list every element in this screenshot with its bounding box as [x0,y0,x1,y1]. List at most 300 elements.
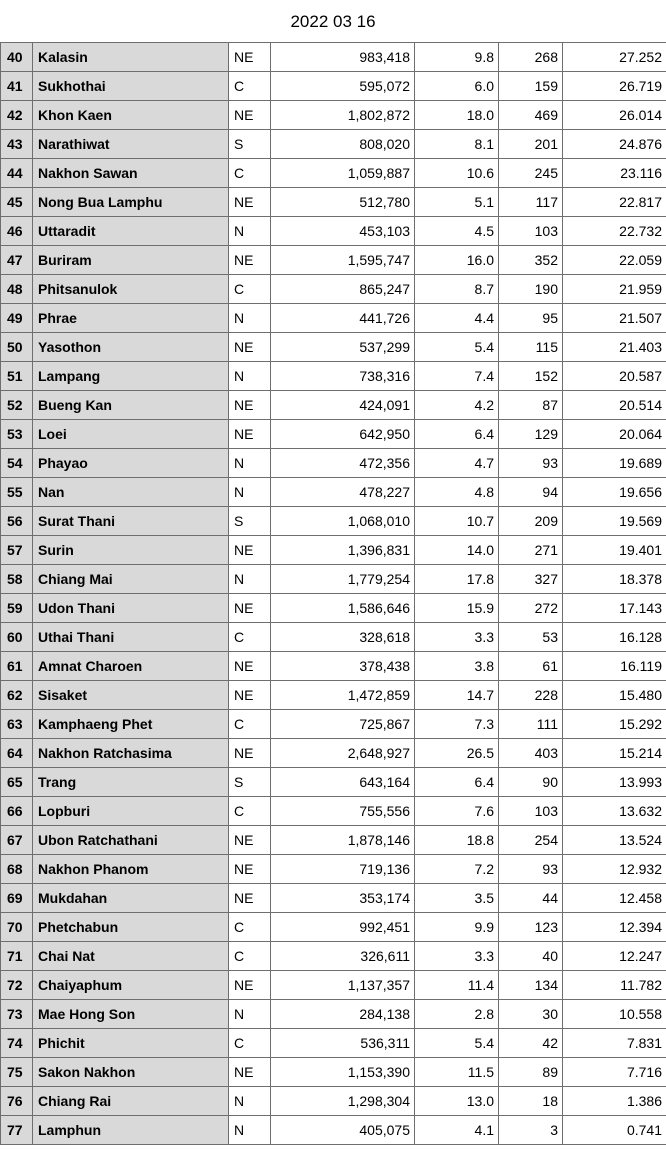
population-cell: 755,556 [271,797,415,826]
population-cell: 1,396,831 [271,536,415,565]
cases-cell: 61 [499,652,563,681]
region-cell: NE [229,739,271,768]
rank-cell: 49 [1,304,33,333]
province-cell: Chai Nat [33,942,229,971]
population-cell: 478,227 [271,478,415,507]
ratio-cell: 4.7 [415,449,499,478]
ratio-cell: 18.8 [415,826,499,855]
rate-cell: 13.524 [563,826,666,855]
cases-cell: 115 [499,333,563,362]
rank-cell: 47 [1,246,33,275]
region-cell: N [229,1000,271,1029]
rank-cell: 56 [1,507,33,536]
table-row [1,159,666,188]
table-row [1,1116,666,1145]
cases-cell: 44 [499,884,563,913]
rate-cell: 19.689 [563,449,666,478]
ratio-cell: 6.4 [415,420,499,449]
cases-cell: 271 [499,536,563,565]
rate-cell: 7.716 [563,1058,666,1087]
rank-cell: 45 [1,188,33,217]
region-cell: N [229,1087,271,1116]
table-row [1,565,666,594]
province-cell: Ubon Ratchathani [33,826,229,855]
province-cell: Khon Kaen [33,101,229,130]
population-cell: 1,802,872 [271,101,415,130]
province-table [0,42,666,1145]
province-cell: Chaiyaphum [33,971,229,1000]
ratio-cell: 7.6 [415,797,499,826]
region-cell: NE [229,971,271,1000]
table-row [1,855,666,884]
ratio-cell: 15.9 [415,594,499,623]
population-cell: 1,153,390 [271,1058,415,1087]
cases-cell: 123 [499,913,563,942]
rate-cell: 23.116 [563,159,666,188]
province-cell: Lopburi [33,797,229,826]
province-cell: Loei [33,420,229,449]
population-cell: 2,648,927 [271,739,415,768]
ratio-cell: 16.0 [415,246,499,275]
province-cell: Kalasin [33,43,229,72]
table-row [1,826,666,855]
table-row [1,623,666,652]
province-cell: Lamphun [33,1116,229,1145]
rate-cell: 26.719 [563,72,666,101]
cases-cell: 403 [499,739,563,768]
rate-cell: 1.386 [563,1087,666,1116]
province-cell: Phayao [33,449,229,478]
table-row [1,420,666,449]
rate-cell: 21.959 [563,275,666,304]
population-cell: 983,418 [271,43,415,72]
ratio-cell: 17.8 [415,565,499,594]
province-cell: Chiang Mai [33,565,229,594]
table-row [1,1087,666,1116]
cases-cell: 111 [499,710,563,739]
rank-cell: 72 [1,971,33,1000]
region-cell: NE [229,246,271,275]
rate-cell: 27.252 [563,43,666,72]
province-cell: Lampang [33,362,229,391]
rank-cell: 57 [1,536,33,565]
rank-cell: 40 [1,43,33,72]
region-cell: N [229,478,271,507]
region-cell: NE [229,884,271,913]
ratio-cell: 3.3 [415,623,499,652]
population-cell: 1,472,859 [271,681,415,710]
ratio-cell: 14.0 [415,536,499,565]
cases-cell: 159 [499,72,563,101]
province-cell: Surin [33,536,229,565]
rank-cell: 48 [1,275,33,304]
cases-cell: 352 [499,246,563,275]
rank-cell: 70 [1,913,33,942]
rank-cell: 53 [1,420,33,449]
rate-cell: 19.401 [563,536,666,565]
province-cell: Yasothon [33,333,229,362]
rank-cell: 42 [1,101,33,130]
population-cell: 378,438 [271,652,415,681]
region-cell: N [229,217,271,246]
region-cell: NE [229,826,271,855]
rate-cell: 15.480 [563,681,666,710]
region-cell: C [229,159,271,188]
rank-cell: 74 [1,1029,33,1058]
population-cell: 326,611 [271,942,415,971]
rate-cell: 7.831 [563,1029,666,1058]
population-cell: 1,878,146 [271,826,415,855]
population-cell: 725,867 [271,710,415,739]
ratio-cell: 7.4 [415,362,499,391]
province-cell: Trang [33,768,229,797]
table-row [1,217,666,246]
rate-cell: 17.143 [563,594,666,623]
table-row [1,449,666,478]
region-cell: N [229,1116,271,1145]
table-row [1,1029,666,1058]
province-cell: Narathiwat [33,130,229,159]
table-row [1,942,666,971]
region-cell: NE [229,536,271,565]
province-cell: Mukdahan [33,884,229,913]
population-cell: 595,072 [271,72,415,101]
rate-cell: 16.119 [563,652,666,681]
rank-cell: 60 [1,623,33,652]
rank-cell: 55 [1,478,33,507]
rank-cell: 65 [1,768,33,797]
table-row [1,188,666,217]
region-cell: N [229,362,271,391]
table-row [1,739,666,768]
rank-cell: 63 [1,710,33,739]
cases-cell: 18 [499,1087,563,1116]
rank-cell: 77 [1,1116,33,1145]
population-cell: 472,356 [271,449,415,478]
rank-cell: 46 [1,217,33,246]
region-cell: N [229,565,271,594]
province-cell: Buriram [33,246,229,275]
table-row [1,130,666,159]
rate-cell: 26.014 [563,101,666,130]
table-row [1,1000,666,1029]
region-cell: S [229,507,271,536]
rate-cell: 13.632 [563,797,666,826]
cases-cell: 152 [499,362,563,391]
table-row [1,101,666,130]
region-cell: NE [229,652,271,681]
ratio-cell: 7.2 [415,855,499,884]
region-cell: N [229,449,271,478]
ratio-cell: 9.9 [415,913,499,942]
table-row [1,971,666,1000]
cases-cell: 469 [499,101,563,130]
cases-cell: 90 [499,768,563,797]
ratio-cell: 5.4 [415,1029,499,1058]
region-cell: NE [229,594,271,623]
table-row [1,478,666,507]
population-cell: 992,451 [271,913,415,942]
province-cell: Phichit [33,1029,229,1058]
province-cell: Mae Hong Son [33,1000,229,1029]
table-row [1,768,666,797]
population-cell: 512,780 [271,188,415,217]
region-cell: NE [229,1058,271,1087]
table-body [1,43,666,1145]
rank-cell: 54 [1,449,33,478]
cases-cell: 103 [499,217,563,246]
table-row [1,913,666,942]
ratio-cell: 13.0 [415,1087,499,1116]
table-row [1,652,666,681]
rate-cell: 15.292 [563,710,666,739]
ratio-cell: 2.8 [415,1000,499,1029]
cases-cell: 94 [499,478,563,507]
ratio-cell: 4.4 [415,304,499,333]
province-cell: Uthai Thani [33,623,229,652]
population-cell: 328,618 [271,623,415,652]
population-cell: 453,103 [271,217,415,246]
province-cell: Nakhon Sawan [33,159,229,188]
rate-cell: 0.741 [563,1116,666,1145]
region-cell: NE [229,391,271,420]
region-cell: S [229,768,271,797]
province-cell: Sukhothai [33,72,229,101]
rank-cell: 51 [1,362,33,391]
population-cell: 405,075 [271,1116,415,1145]
rank-cell: 68 [1,855,33,884]
ratio-cell: 4.5 [415,217,499,246]
rate-cell: 22.732 [563,217,666,246]
rank-cell: 50 [1,333,33,362]
rate-cell: 18.378 [563,565,666,594]
rank-cell: 64 [1,739,33,768]
rate-cell: 22.059 [563,246,666,275]
ratio-cell: 4.1 [415,1116,499,1145]
table-row [1,594,666,623]
population-cell: 1,779,254 [271,565,415,594]
cases-cell: 40 [499,942,563,971]
cases-cell: 103 [499,797,563,826]
province-cell: Chiang Rai [33,1087,229,1116]
ratio-cell: 9.8 [415,43,499,72]
province-cell: Bueng Kan [33,391,229,420]
rate-cell: 20.064 [563,420,666,449]
table-row [1,536,666,565]
table-row [1,362,666,391]
region-cell: C [229,797,271,826]
province-cell: Sakon Nakhon [33,1058,229,1087]
rate-cell: 20.514 [563,391,666,420]
cases-cell: 93 [499,449,563,478]
table-row [1,1058,666,1087]
province-cell: Nakhon Phanom [33,855,229,884]
rate-cell: 21.403 [563,333,666,362]
ratio-cell: 8.7 [415,275,499,304]
province-cell: Phetchabun [33,913,229,942]
rate-cell: 24.876 [563,130,666,159]
cases-cell: 95 [499,304,563,333]
rate-cell: 11.782 [563,971,666,1000]
region-cell: NE [229,681,271,710]
ratio-cell: 3.8 [415,652,499,681]
table-row [1,797,666,826]
table-row [1,43,666,72]
rate-cell: 12.458 [563,884,666,913]
population-cell: 424,091 [271,391,415,420]
rank-cell: 73 [1,1000,33,1029]
population-cell: 1,586,646 [271,594,415,623]
cases-cell: 327 [499,565,563,594]
rank-cell: 66 [1,797,33,826]
province-cell: Nong Bua Lamphu [33,188,229,217]
province-cell: Sisaket [33,681,229,710]
cases-cell: 89 [499,1058,563,1087]
ratio-cell: 6.0 [415,72,499,101]
ratio-cell: 8.1 [415,130,499,159]
ratio-cell: 4.2 [415,391,499,420]
table-row [1,304,666,333]
region-cell: C [229,710,271,739]
population-cell: 537,299 [271,333,415,362]
rank-cell: 41 [1,72,33,101]
rate-cell: 12.247 [563,942,666,971]
ratio-cell: 11.4 [415,971,499,1000]
rate-cell: 10.558 [563,1000,666,1029]
province-cell: Phrae [33,304,229,333]
table-row [1,391,666,420]
cases-cell: 209 [499,507,563,536]
cases-cell: 30 [499,1000,563,1029]
ratio-cell: 14.7 [415,681,499,710]
province-cell: Amnat Charoen [33,652,229,681]
population-cell: 1,595,747 [271,246,415,275]
ratio-cell: 10.7 [415,507,499,536]
province-cell: Kamphaeng Phet [33,710,229,739]
rate-cell: 22.817 [563,188,666,217]
ratio-cell: 5.1 [415,188,499,217]
rate-cell: 15.214 [563,739,666,768]
page-title: 2022 03 16 [290,12,376,31]
rank-cell: 62 [1,681,33,710]
ratio-cell: 18.0 [415,101,499,130]
ratio-cell: 7.3 [415,710,499,739]
region-cell: C [229,275,271,304]
cases-cell: 3 [499,1116,563,1145]
rate-cell: 19.569 [563,507,666,536]
rate-cell: 21.507 [563,304,666,333]
table-row [1,507,666,536]
rank-cell: 61 [1,652,33,681]
cases-cell: 134 [499,971,563,1000]
rank-cell: 44 [1,159,33,188]
cases-cell: 87 [499,391,563,420]
cases-cell: 190 [499,275,563,304]
region-cell: C [229,72,271,101]
region-cell: NE [229,855,271,884]
region-cell: C [229,913,271,942]
ratio-cell: 5.4 [415,333,499,362]
province-cell: Nan [33,478,229,507]
region-cell: C [229,623,271,652]
province-cell: Udon Thani [33,594,229,623]
population-cell: 284,138 [271,1000,415,1029]
population-cell: 1,298,304 [271,1087,415,1116]
population-cell: 1,068,010 [271,507,415,536]
rank-cell: 58 [1,565,33,594]
ratio-cell: 10.6 [415,159,499,188]
province-cell: Surat Thani [33,507,229,536]
cases-cell: 53 [499,623,563,652]
population-cell: 643,164 [271,768,415,797]
ratio-cell: 11.5 [415,1058,499,1087]
population-cell: 1,137,357 [271,971,415,1000]
population-cell: 1,059,887 [271,159,415,188]
ratio-cell: 3.5 [415,884,499,913]
table-row [1,710,666,739]
rank-cell: 59 [1,594,33,623]
ratio-cell: 4.8 [415,478,499,507]
table-row [1,681,666,710]
table-row [1,246,666,275]
province-cell: Nakhon Ratchasima [33,739,229,768]
population-cell: 353,174 [271,884,415,913]
rank-cell: 75 [1,1058,33,1087]
region-cell: C [229,942,271,971]
region-cell: N [229,304,271,333]
cases-cell: 245 [499,159,563,188]
cases-cell: 129 [499,420,563,449]
rank-cell: 52 [1,391,33,420]
rate-cell: 20.587 [563,362,666,391]
population-cell: 642,950 [271,420,415,449]
ratio-cell: 6.4 [415,768,499,797]
province-cell: Uttaradit [33,217,229,246]
table-row [1,72,666,101]
cases-cell: 93 [499,855,563,884]
region-cell: NE [229,333,271,362]
population-cell: 719,136 [271,855,415,884]
cases-cell: 117 [499,188,563,217]
population-cell: 808,020 [271,130,415,159]
rate-cell: 12.394 [563,913,666,942]
cases-cell: 254 [499,826,563,855]
rate-cell: 16.128 [563,623,666,652]
rate-cell: 12.932 [563,855,666,884]
rank-cell: 76 [1,1087,33,1116]
population-cell: 536,311 [271,1029,415,1058]
population-cell: 738,316 [271,362,415,391]
region-cell: NE [229,188,271,217]
cases-cell: 201 [499,130,563,159]
region-cell: S [229,130,271,159]
table-row [1,275,666,304]
population-cell: 441,726 [271,304,415,333]
cases-cell: 228 [499,681,563,710]
cases-cell: 42 [499,1029,563,1058]
cases-cell: 272 [499,594,563,623]
region-cell: NE [229,43,271,72]
cases-cell: 268 [499,43,563,72]
ratio-cell: 26.5 [415,739,499,768]
rate-cell: 19.656 [563,478,666,507]
rank-cell: 71 [1,942,33,971]
table-row [1,884,666,913]
table-row [1,333,666,362]
region-cell: C [229,1029,271,1058]
province-cell: Phitsanulok [33,275,229,304]
region-cell: NE [229,420,271,449]
